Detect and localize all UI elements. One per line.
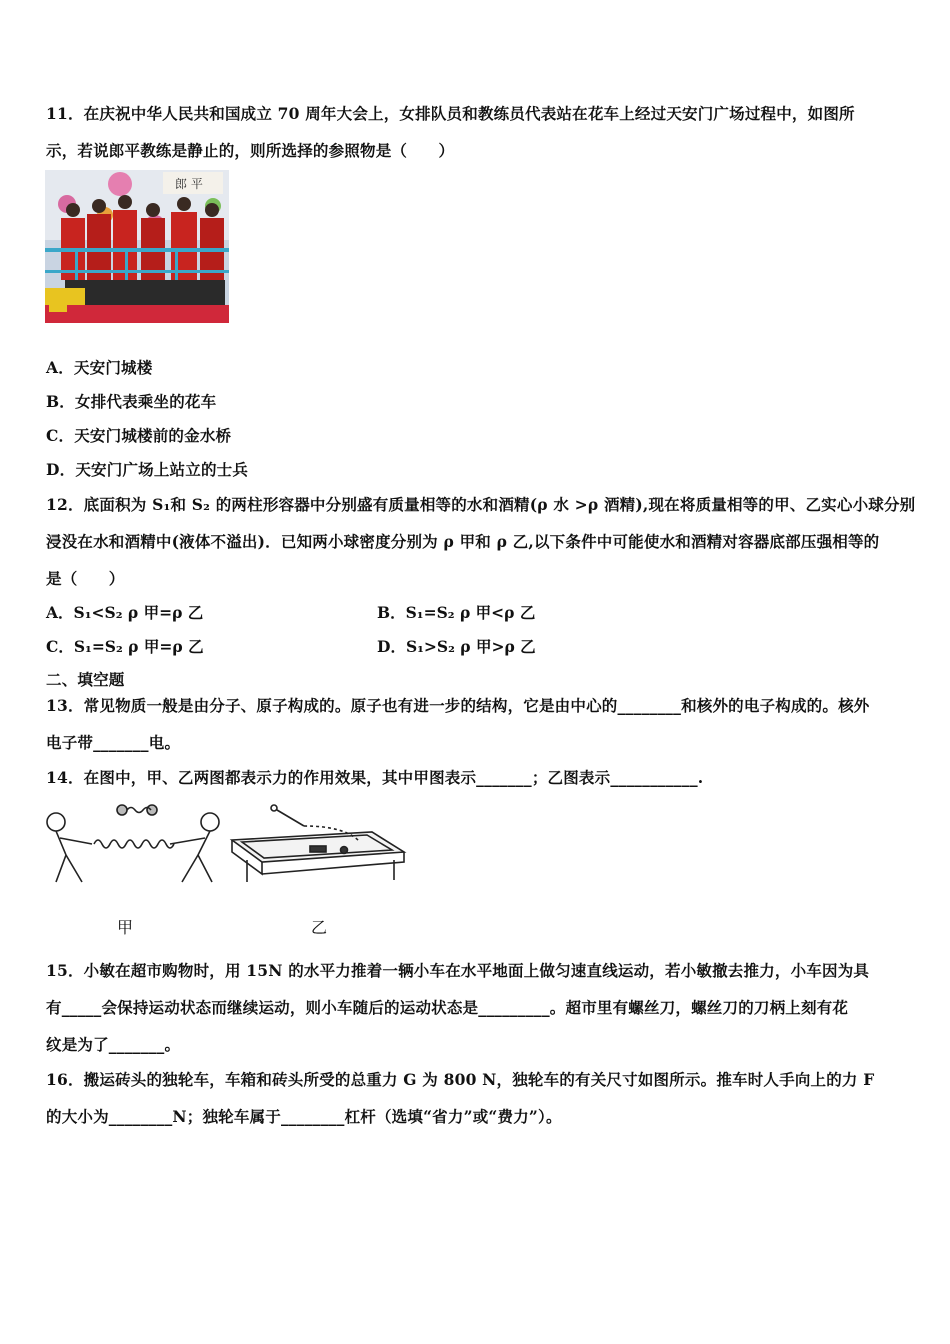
- q11-stem-line2: 示，若说郎平教练是静止的，则所选择的参照物是（ ）: [46, 141, 455, 160]
- q11-option-d: D．天安门广场上站立的士兵: [46, 460, 249, 479]
- q15-stem-line2: 有_____会保持运动状态而继续运动，则小车随后的运动状态是_________。超市里有螺丝刀，螺丝刀的刀柄上刻有花: [46, 998, 849, 1017]
- q12-stem-line2: 浸没在水和酒精中(液体不溢出)．已知两小球密度分别为 ρ 甲和 ρ 乙,以下条件中可能使水和酒精对容器底部压强相等的: [46, 532, 880, 551]
- q13-stem-line1: 13．常见物质一般是由分子、原子构成的。原子也有进一步的结构，它是由中心的________和核外的电子构成的。核外: [46, 696, 870, 715]
- q15-stem-line3: 纹是为了_______。: [46, 1035, 181, 1054]
- force-effect-figure: [42, 800, 412, 910]
- q12-option-d: D．S₁>S₂ ρ 甲>ρ 乙: [377, 637, 536, 656]
- section-fill-in-heading: 二、填空题: [46, 670, 125, 689]
- q11-option-b: B．女排代表乘坐的花车: [46, 392, 217, 411]
- volleyball-parade-photo: [45, 170, 229, 323]
- q11-stem-line1: 11．在庆祝中华人民共和国成立 70 周年大会上，女排队员和教练员代表站在花车上经过天安门广场过程中，如图所: [46, 104, 855, 123]
- ball-magnet-table-illustration: [232, 805, 404, 882]
- q12-stem-line3: 是（ ）: [46, 569, 125, 588]
- q15-stem-line1: 15．小敏在超市购物时，用 15N 的水平力推着一辆小车在水平地面上做匀速直线运动，若小敏撤去推力，小车因为具: [46, 961, 870, 980]
- q11-option-a: A．天安门城楼: [46, 358, 153, 377]
- q12-option-c: C．S₁=S₂ ρ 甲=ρ 乙: [46, 637, 204, 656]
- q11-option-c: C．天安门城楼前的金水桥: [46, 426, 232, 445]
- spring-stretch-illustration: [47, 805, 219, 882]
- figure-label-yi: 乙: [311, 918, 328, 937]
- q16-stem-line2: 的大小为________N；独轮车属于________杠杆（选填“省力”或“费力”）。: [46, 1107, 562, 1126]
- q12-option-b: B．S₁=S₂ ρ 甲<ρ 乙: [377, 603, 536, 622]
- photo-sign-text: 郎 平: [175, 177, 203, 191]
- q12-option-a: A．S₁<S₂ ρ 甲=ρ 乙: [46, 603, 204, 622]
- figure-label-jia: 甲: [117, 918, 134, 937]
- q13-stem-line2: 电子带_______电。: [46, 733, 181, 752]
- q12-stem-line1: 12．底面积为 S₁和 S₂ 的两柱形容器中分别盛有质量相等的水和酒精(ρ 水 >ρ 酒精),现在将质量相等的甲、乙实心小球分别: [46, 495, 916, 514]
- q16-stem-line1: 16．搬运砖头的独轮车，车箱和砖头所受的总重力 G 为 800 N，独轮车的有关尺寸如图所示。推车时人手向上的力 F: [46, 1070, 875, 1089]
- q14-stem-line1: 14．在图中，甲、乙两图都表示力的作用效果，其中甲图表示_______；乙图表示___________.: [46, 768, 704, 787]
